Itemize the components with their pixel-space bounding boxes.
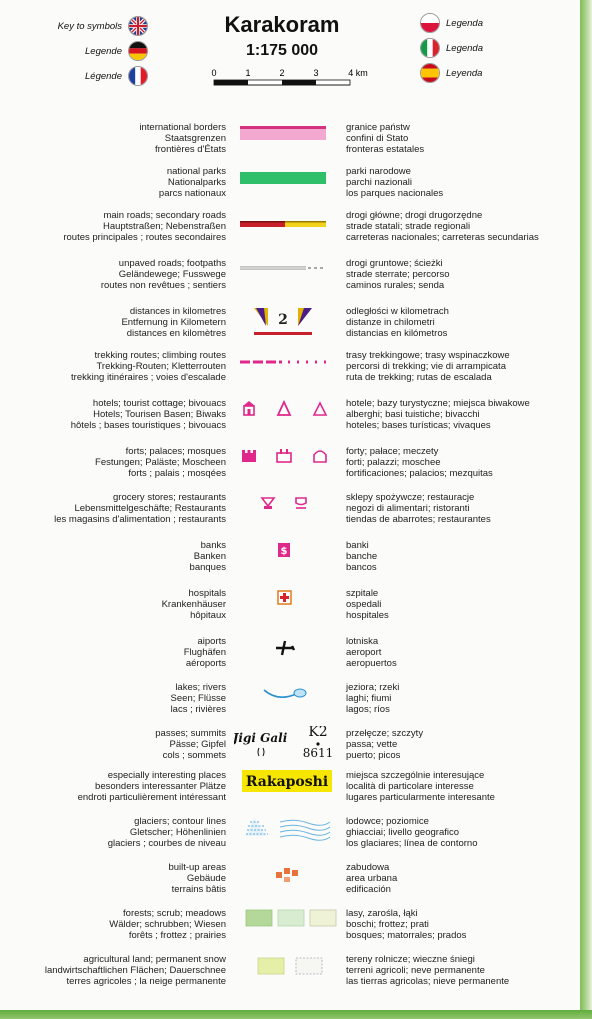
peak-name-label: K2: [308, 726, 328, 740]
legend-label-left: parcs nationaux: [158, 188, 226, 199]
legend-label-right: passa; vette: [346, 739, 398, 750]
legend-label-left: Wälder; schrubben; Wiesen: [109, 919, 226, 930]
lang-legende-fr: [0, 66, 148, 86]
legend-label-right: distanze in chilometri: [346, 317, 435, 328]
legend-label-left: Gebäude: [186, 873, 226, 884]
legend-label-left: glaciers; contour lines: [134, 816, 226, 827]
legend-label-right: terreni agricoli; neve permanente: [346, 965, 485, 976]
meadow-swatch: [310, 910, 336, 926]
builtup-icon-symbol: [234, 860, 344, 894]
legend-label-right: jeziora; rzeki: [346, 682, 400, 693]
legend-label-right: bosques; matorrales; prados: [346, 930, 467, 941]
legend-label-left: main roads; secondary roads: [103, 210, 226, 221]
legend-text-pl-it-es: [346, 770, 576, 803]
map-title: Karakoram: [224, 12, 340, 37]
legend-label-right: banche: [346, 551, 378, 562]
legend-text-en-de-fr: [6, 258, 226, 291]
legend-label-left: Festungen; Paläste; Moscheen: [95, 457, 226, 468]
bivouac-icon: [314, 403, 326, 415]
legend-label-right: località di particolare interesse: [346, 781, 474, 792]
contour-lines-icon: [280, 820, 330, 840]
legend-label-right: confini di Stato: [346, 133, 409, 144]
lang-label: Key to symbols: [57, 20, 122, 32]
legend-label-right: ghiacciai; livello geografico: [346, 827, 460, 838]
glacier-icon: [246, 818, 268, 836]
legend-label-left: Nationalparks: [167, 177, 226, 188]
lang-label: Légende: [85, 70, 122, 82]
hotel-icons-symbol: [234, 396, 344, 430]
legend-label-left: Flughäfen: [183, 647, 226, 658]
legend-label-left: forts; palaces; mosques: [125, 446, 226, 457]
distance-value: 2: [278, 312, 288, 328]
legend-label-left: hôpitaux: [190, 610, 226, 621]
legend-label-left: forts ; palais ; mosqées: [128, 468, 226, 479]
legend-label-left: forêts ; frottez ; prairies: [128, 930, 226, 941]
legend-label-left: terres agricoles ; la neige permanente: [66, 976, 226, 987]
legend-label-right: lagos; ríos: [346, 704, 390, 715]
scale-tick-label: 0: [211, 68, 217, 78]
airport-icon-symbol: [234, 634, 344, 668]
legend-text-pl-it-es: [346, 954, 576, 987]
legend-label-right: puerto; picos: [346, 750, 401, 761]
legend-label-left: Gletscher; Höhenlinien: [129, 827, 226, 838]
legend-label-left: banks: [200, 540, 226, 551]
main-road-line-symbol: [234, 208, 344, 242]
legend-label-left: banques: [189, 562, 226, 573]
legend-label-left: endroti particulièrement intéressant: [77, 792, 226, 803]
legend-text-en-de-fr: [6, 954, 226, 987]
legend-symbol: [234, 860, 334, 900]
legend-label-right: bancos: [346, 562, 377, 573]
map-scale: 1:175 000: [245, 42, 319, 59]
legend-label-left: agricultural land; permanent snow: [83, 954, 226, 965]
legend-text-en-de-fr: [6, 682, 226, 715]
legend-symbol: [234, 906, 334, 946]
park-band-symbol: [234, 164, 344, 198]
legend-label-left: trekking routes; climbing routes: [94, 350, 226, 361]
legend-label-right: lugares particularmente interesante: [346, 792, 495, 803]
legend-symbol: [234, 304, 334, 344]
lang-label: Leyenda: [446, 67, 483, 79]
legend-symbol: [234, 538, 334, 578]
legend-label-left: cols ; sommets: [162, 750, 226, 761]
legend-label-right: szpitale: [346, 588, 379, 599]
legend-text-en-de-fr: [6, 210, 226, 243]
peak-height-label: 8611: [302, 746, 334, 760]
legend-label-right: carreteras nacionales; carreteras secundarias: [346, 232, 539, 243]
legend-label-right: drogi gruntowe; ścieżki: [346, 258, 443, 269]
legend-label-left: distances in kilometres: [129, 306, 226, 317]
poi-label-symbol: [234, 768, 344, 802]
legend-label-left: national parks: [166, 166, 226, 177]
legend-symbol: [234, 680, 334, 720]
legend-label-right: strade sterrate; percorso: [346, 269, 450, 280]
legend-symbol: [234, 586, 334, 626]
legend-symbol: [234, 164, 334, 204]
agri-swatches-symbol: [234, 952, 344, 986]
germany-flag-icon: [128, 41, 148, 61]
italy-flag-icon: [420, 38, 440, 58]
legend-text-en-de-fr: [6, 862, 226, 895]
legend-text-pl-it-es: [346, 588, 576, 621]
agricultural-swatch: [258, 958, 284, 974]
bank-icon-symbol: [234, 538, 344, 572]
legend-text-en-de-fr: [6, 350, 226, 383]
legend-label-left: Trekking-Routen; Kletterrouten: [96, 361, 226, 372]
legend-label-right: los parques nacionales: [346, 188, 444, 199]
legend-text-en-de-fr: [6, 770, 226, 803]
legend-label-right: tiendas de abarrotes; restaurantes: [346, 514, 491, 525]
legend-text-pl-it-es: [346, 728, 576, 761]
legend-label-right: strade statali; strade regionali: [346, 221, 471, 232]
pass-icon: [258, 748, 264, 756]
legend-label-left: les magasins d'alimentation ; restaurants: [54, 514, 226, 525]
legend-text-en-de-fr: [6, 540, 226, 573]
legend-label-right: boschi; frottez; prati: [346, 919, 429, 930]
restaurant-icon: [296, 498, 306, 508]
legend-text-pl-it-es: [346, 210, 576, 243]
unpaved-road-line-symbol: [234, 256, 344, 290]
legend-label-left: unpaved roads; footpaths: [118, 258, 226, 269]
lang-key-to-symbols: [0, 16, 148, 36]
legend-text-pl-it-es: [346, 350, 576, 383]
legend-label-left: especially interesting places: [107, 770, 226, 781]
legend-label-left: grocery stores; restaurants: [113, 492, 226, 503]
legend-label-right: laghi; fiumi: [346, 693, 392, 704]
legend-label-right: granice państw: [346, 122, 410, 133]
legend-label-right: parchi nazionali: [346, 177, 413, 188]
france-flag-icon: [128, 66, 148, 86]
bank-symbol: $: [280, 546, 288, 557]
legend-label-right: edificación: [346, 884, 391, 895]
legend-label-left: lakes; rivers: [175, 682, 226, 693]
tourist-cottage-icon: [278, 402, 290, 415]
legend-text-pl-it-es: [346, 398, 576, 431]
legend-label-left: terrains bâtis: [171, 884, 226, 895]
grocery-icons-symbol: [234, 490, 344, 524]
legend-label-right: aeroport: [346, 647, 382, 658]
legend-label-right: forty; pałace; meczety: [346, 446, 439, 457]
legend-text-pl-it-es: [346, 682, 576, 715]
palace-icon: [277, 449, 291, 462]
legend-label-right: trasy trekkingowe; trasy wspinaczkowe: [346, 350, 510, 361]
scale-tick-label: 4 km: [348, 68, 368, 78]
bank-icon: [278, 543, 290, 557]
hospital-icon-symbol: [234, 586, 344, 620]
lake-river-icon: [264, 689, 306, 697]
scale-tick-label: 1: [245, 68, 251, 78]
legend-label-right: zabudowa: [346, 862, 390, 873]
scale-tick-label: 2: [279, 68, 285, 78]
legend-label-left: trekking itinéraires ; voies d'escalade: [71, 372, 226, 383]
legend-label-right: parki narodowe: [346, 166, 411, 177]
lang-legende-de: [0, 41, 148, 61]
legend-label-right: aeropuertos: [346, 658, 397, 669]
legend-symbol: [234, 348, 334, 388]
legend-text-pl-it-es: [346, 258, 576, 291]
legend-text-en-de-fr: [6, 306, 226, 339]
airplane-icon: [276, 641, 294, 655]
legend-label-left: aiports: [197, 636, 226, 647]
legend-label-right: fortificaciones; palacios; mezquitas: [346, 468, 493, 479]
legend-text-en-de-fr: [6, 816, 226, 849]
legend-label-right: caminos rurales; senda: [346, 280, 445, 291]
lang-leyenda-es: [420, 63, 482, 83]
glacier-icons-symbol: [234, 814, 344, 848]
legend-text-pl-it-es: [346, 492, 576, 525]
legend-label-right: forti; palazzi; moschee: [346, 457, 441, 468]
legend-symbol: [234, 814, 334, 854]
legend-text-en-de-fr: [6, 588, 226, 621]
legend-symbol: [234, 396, 334, 436]
legend-text-en-de-fr: [6, 166, 226, 199]
legend-label-right: miejsca szczególnie interesujące: [346, 770, 485, 781]
legend-label-left: forests; scrub; meadows: [123, 908, 226, 919]
legend-label-right: hospitales: [346, 610, 389, 621]
mosque-icon: [314, 451, 326, 462]
pass-name-label: Jigi Gali: [234, 731, 288, 745]
scale-bar: [210, 66, 390, 96]
lake-icon-symbol: [234, 680, 344, 714]
legend-label-right: przełęcze; szczyty: [346, 728, 424, 739]
poland-flag-icon: [420, 13, 440, 33]
legend-label-right: drogi główne; drogi drugorzędne: [346, 210, 483, 221]
legend-text-pl-it-es: [346, 540, 576, 573]
hotel-icon: [243, 401, 255, 415]
legend-label-left: Seen; Flüsse: [170, 693, 226, 704]
legend-label-right: fronteras estatales: [346, 144, 425, 155]
legend-text-en-de-fr: [6, 728, 226, 761]
legend-label-right: percorsi di trekking; vie di arrampicata: [346, 361, 506, 372]
legend-symbol: [234, 952, 334, 992]
legend-label-right: hotele; bazy turystyczne; miejsca biwakowe: [346, 398, 530, 409]
legend-label-right: distancias en kilómetros: [346, 328, 448, 339]
legend-label-right: negozi di alimentari; ristoranti: [346, 503, 470, 514]
legend-label-right: lasy, zarośla, łąki: [346, 908, 418, 919]
legend-label-right: los glaciares; línea de contorno: [346, 838, 478, 849]
scale-tick-label: 3: [313, 68, 319, 78]
legend-text-pl-it-es: [346, 816, 576, 849]
legend-label-right: odległości w kilometrach: [346, 306, 449, 317]
legend-label-right: tereny rolnicze; wieczne śniegi: [346, 954, 475, 965]
legend-text-en-de-fr: [6, 492, 226, 525]
forest-swatch: [246, 910, 272, 926]
legend-text-en-de-fr: [6, 446, 226, 479]
legend-label-right: lotniska: [346, 636, 379, 647]
snow-swatch: [296, 958, 322, 974]
legend-label-left: Lebensmittelgeschäfte; Restaurants: [74, 503, 226, 514]
poi-name: Rakaposhi: [245, 774, 329, 790]
legend-text-pl-it-es: [346, 862, 576, 895]
legend-text-pl-it-es: [346, 446, 576, 479]
fort-icons-symbol: [234, 444, 344, 478]
legend-label-left: hôtels ; bases touristiques ; bivouacs: [70, 420, 226, 431]
legend-symbol: [234, 768, 334, 808]
legend-label-left: international borders: [139, 122, 226, 133]
legend-label-left: Pässe; Gipfel: [169, 739, 226, 750]
legend-symbol: [234, 726, 334, 766]
hospital-icon: [278, 591, 291, 604]
fort-icon: [242, 450, 256, 462]
legend-symbol: [234, 120, 334, 160]
legend-label-left: lacs ; rivières: [170, 704, 226, 715]
legend-text-pl-it-es: [346, 166, 576, 199]
legend-symbol: [234, 634, 334, 674]
pass-summit-symbol: [234, 726, 344, 760]
spain-flag-icon: [420, 63, 440, 83]
legend-symbol: [234, 256, 334, 296]
uk-flag-icon: [128, 16, 148, 36]
legend-label-left: Hauptstraßen; Nebenstraßen: [102, 221, 226, 232]
legend-text-en-de-fr: [6, 908, 226, 941]
legend-label-left: distances en kilomètres: [126, 328, 226, 339]
legend-text-pl-it-es: [346, 122, 576, 155]
trekking-line-symbol: [234, 348, 344, 382]
lang-label: Legenda: [446, 42, 483, 54]
legend-label-right: area urbana: [346, 873, 398, 884]
legend-symbol: [234, 444, 334, 484]
legend-label-left: built-up areas: [168, 862, 226, 873]
legend-label-left: Entfernung in Kilometern: [121, 317, 226, 328]
legend-label-left: frontières d'États: [155, 144, 226, 155]
forest-swatches-symbol: [234, 906, 344, 940]
legend-label-left: hospitals: [188, 588, 226, 599]
legend-label-left: Krankenhäuser: [161, 599, 226, 610]
legend-label-left: Geländewege; Fusswege: [118, 269, 226, 280]
legend-label-right: ruta de trekking; rutas de escalada: [346, 372, 492, 383]
lang-label: Legende: [85, 45, 122, 57]
legend-label-left: landwirtschaftlichen Flächen; Dauerschnee: [44, 965, 226, 976]
legend-label-right: sklepy spożywcze; restauracje: [346, 492, 475, 503]
legend-symbol: [234, 490, 334, 530]
built-up-area-icon: [276, 868, 298, 882]
legend-label-left: hotels; tourist cottage; bivouacs: [92, 398, 226, 409]
legend-label-left: passes; summits: [155, 728, 226, 739]
legend-text-en-de-fr: [6, 636, 226, 669]
legend-label-right: banki: [346, 540, 369, 551]
legend-label-right: lodowce; poziomice: [346, 816, 429, 827]
legend-label-left: Staatsgrenzen: [164, 133, 226, 144]
legend-label-left: routes principales ; routes secondaires: [63, 232, 226, 243]
legend-label-left: besonders interessanter Plätze: [95, 781, 226, 792]
legend-label-left: Hotels; Tourisen Basen; Biwaks: [93, 409, 226, 420]
legend-text-en-de-fr: [6, 122, 226, 155]
legend-text-pl-it-es: [346, 306, 576, 339]
legend-label-left: Banken: [193, 551, 226, 562]
grocery-icon: [262, 498, 274, 509]
legend-label-right: alberghi; basi tuistiche; bivacchi: [346, 409, 480, 420]
legend-symbol: [234, 208, 334, 248]
lang-label: Legenda: [446, 17, 483, 29]
legend-label-left: aéroports: [185, 658, 226, 669]
legend-text-en-de-fr: [6, 398, 226, 431]
map-edge-bottom: [0, 1010, 592, 1019]
map-edge-right: [580, 0, 592, 1019]
border-line-symbol: [234, 120, 344, 154]
lang-legenda-it: [420, 38, 483, 58]
distance-marker-symbol: [234, 304, 344, 338]
legend-label-right: hoteles; bases turísticas; vivaques: [346, 420, 491, 431]
lang-legenda-pl: [420, 13, 483, 33]
legend-label-right: ospedali: [346, 599, 382, 610]
legend-label-left: routes non revêtues ; sentiers: [100, 280, 226, 291]
legend-text-pl-it-es: [346, 636, 576, 669]
legend-label-left: glaciers ; courbes de niveau: [107, 838, 226, 849]
scrub-swatch: [278, 910, 304, 926]
legend-text-pl-it-es: [346, 908, 576, 941]
legend-label-right: las tierras agricolas; nieve permanente: [346, 976, 510, 987]
